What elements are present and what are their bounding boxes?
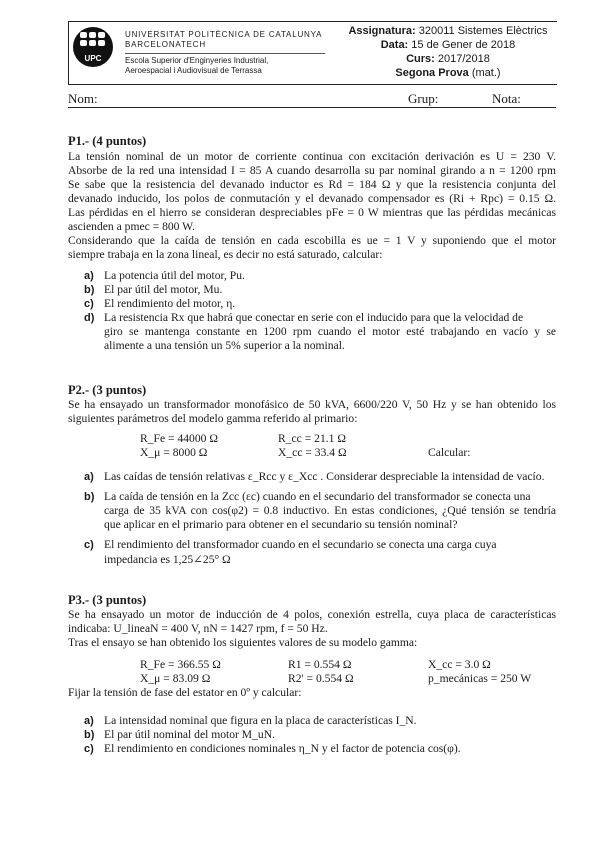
p1-line: Absorbe de la red una intensidad I = 85 A cuando desarrolla su par nominal girando a n = 1200 rpm (68, 164, 556, 177)
subject-label: Assignatura: (348, 25, 416, 37)
p3-fix-line: Fijar la tensión de fase del estator en 0º y calcular: (68, 686, 302, 699)
school-line-1: Escola Superior d'Enginyeries Industrial, (125, 56, 269, 65)
exam-label: Segona Prova (395, 67, 469, 79)
p1-line: Las pérdidas en el hierro se consideran despreciables pFe = 0 W mientras que las pérdidas mecánicas (68, 206, 556, 219)
p2-calc-label: Calcular: (428, 446, 471, 459)
p1-item-d: d) La resistencia Rx que habrá que conectar en serie con el inducido para que la velocidad de (84, 311, 524, 324)
p3-title: P3.- (3 puntos) (68, 593, 147, 607)
p2-item-c-cont: impedancia es 1,25∠25° Ω (104, 553, 231, 566)
p1-item-d-cont: alimente a una tensión un 5% superior a la nominal. (104, 339, 345, 352)
date: 15 de Gener de 2018 (411, 39, 516, 51)
p3-param: R1 = 0.554 Ω (288, 658, 352, 671)
university-city: BARCELONATECH (125, 40, 206, 49)
p2-title: P2.- (3 puntos) (68, 383, 147, 397)
group-label: Grup: (408, 91, 439, 106)
p3-param: X_cc = 3.0 Ω (428, 658, 491, 671)
p2-param: R_Fe = 44000 Ω (140, 432, 218, 445)
p2-item-b: b) La caída de tensión en la Zcc (εc) cuando en el secundario del transformador se conecta una (84, 490, 531, 503)
p1-item-d-cont: giro se mantenga constante en 1200 rpm cuando el motor esté trabajando en vacío y se (104, 325, 556, 338)
p1-line: Se sabe que la resistencia del devanado inductor es Rd = 184 Ω y que la resistencia conjunta del (68, 178, 556, 191)
exam-header (68, 21, 557, 85)
exam-note: (mat.) (471, 67, 501, 79)
p2-item-a: a) Las caídas de tensión relativas ε_Rcc y ε_Xcc . Considerar despreciable la intensidad de vacío. (84, 470, 545, 483)
p3-param: X_μ = 83.09 Ω (140, 672, 211, 685)
name-label: Nom: (68, 91, 98, 106)
p1-line: siempre trabaja en la zona lineal, es decir no está saturado, calcular: (68, 248, 383, 261)
p2-item-b-cont: que aplicar en el primario para obtener en el secundario su tensión nominal? (104, 518, 458, 531)
university-block (125, 30, 325, 76)
exam-info (339, 24, 557, 80)
p1-line: devanado inducido, los polos de conmutación y el devanado compensador es (Ri + Rpc) = 0.15 Ω. (68, 192, 556, 205)
p2-param: X_μ = 8000 Ω (140, 446, 208, 459)
course-label: Curs: (406, 53, 435, 65)
p2-item-b-cont: carga de 35 kVA con cos(φ2) = 0.8 inductivo. En estas condiciones, ¿Qué tensión se tendría (104, 504, 556, 517)
grade-label: Nota: (492, 91, 521, 106)
p1-line: Considerando que la caída de tensión en cada escobilla es ue = 1 V y suponiendo que el motor (68, 234, 556, 247)
p3-param: p_mecánicas = 250 W (428, 672, 532, 685)
date-label: Data: (380, 39, 409, 51)
p2-param: R_cc = 21.1 Ω (278, 432, 346, 445)
p2-item-c: c) El rendimiento del transformador cuando en el secundario se conecta una carga cuya (84, 538, 497, 551)
school-line-2: Aeroespacial i Audiovisual de Terrassa (125, 66, 262, 75)
p3-item-a: a) La intensidad nominal que figura en la placa de características I_N. (84, 714, 417, 727)
university-name: UNIVERSITAT POLITÈCNICA DE CATALUNYA (125, 30, 323, 39)
p3-line: Tras el ensayo se han obtenido los siguientes valores de su modelo gamma: (68, 636, 418, 649)
p3-param: R2' = 0.554 Ω (288, 672, 354, 685)
p2-param: X_cc = 33.4 Ω (278, 446, 347, 459)
p3-line: Se ha ensayado un motor de inducción de 4 polos, conexión estrella, cuya placa de características (68, 608, 556, 621)
student-fields (68, 91, 556, 108)
subject: 320011 Sistemes Elèctrics (418, 25, 548, 37)
course: 2017/2018 (437, 53, 490, 65)
p2-line: Se ha ensayado un transformador monofásico de 50 kVA, 6600/220 V, 50 Hz y se han obtenido los (68, 398, 556, 411)
p1-title: P1.- (4 puntos) (68, 134, 147, 148)
p1-line: La tensión nominal de un motor de corriente continua con excitación derivación es U = 230 V. (68, 150, 556, 163)
upc-logo (73, 27, 113, 67)
p1-line: ascienden a pmec = 800 W. (68, 220, 195, 233)
logo-text: UPC (84, 54, 102, 63)
p2-line: siguientes parámetros del modelo gamma referido al primario: (68, 412, 358, 425)
p1-item-c: c) El rendimiento del motor, η. (84, 297, 236, 310)
p3-line: indicaba: U_lineaN = 400 V, nN = 1427 rpm, f = 50 Hz. (68, 622, 328, 635)
p1-item-b: b) El par útil del motor, Mu. (84, 283, 223, 296)
p3-item-c: c) El rendimiento en condiciones nominales η_N y el factor de potencia cos(φ). (84, 742, 461, 755)
p3-param: R_Fe = 366.55 Ω (140, 658, 221, 671)
p1-item-a: a) La potencia útil del motor, Pu. (84, 269, 245, 282)
p3-item-b: b) El par útil nominal del motor M_uN. (84, 728, 275, 741)
